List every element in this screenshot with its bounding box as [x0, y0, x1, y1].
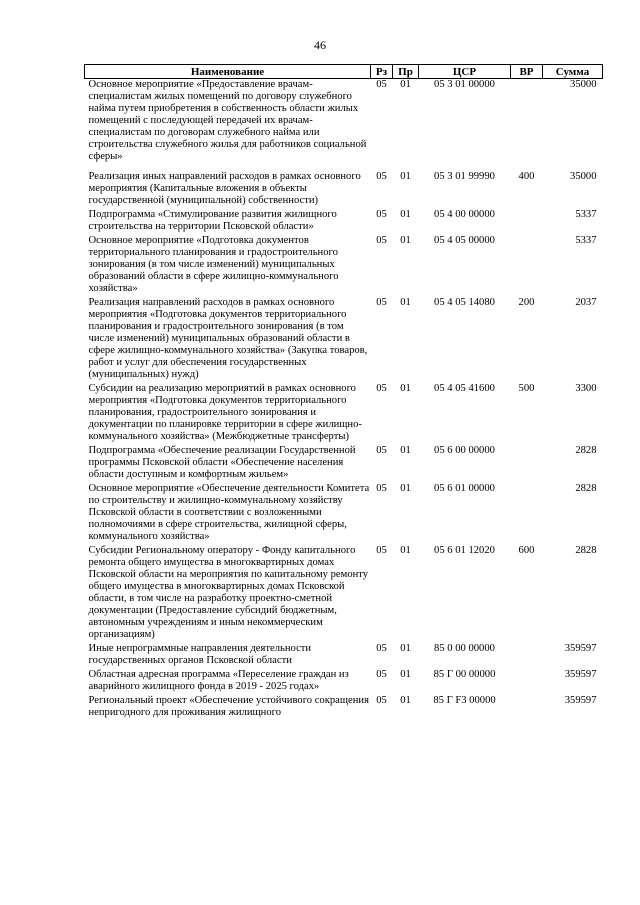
row-pr: 01 — [400, 483, 411, 494]
row-rz: 05 — [376, 235, 387, 246]
row-pr: 01 — [400, 235, 411, 246]
row-csr: 85 Г 00 00000 — [433, 669, 496, 680]
header-vr: ВР — [511, 65, 543, 79]
row-csr: 05 6 01 00000 — [434, 483, 495, 494]
row-rz: 05 — [376, 171, 387, 182]
row-pr: 01 — [400, 383, 411, 394]
row-name: Основное мероприятие «Обеспечение деятельности Комитета по строительству и жилищно-коммунальному хозяйству Псковской области в соответствии с возложенными полномочиями в сфере строительства, жилищной сферы, коммунального хозяйства» — [88, 483, 370, 542]
row-name: Иные непрограммные направления деятельности государственных органов Псковской области — [88, 643, 312, 666]
row-rz: 05 — [376, 545, 387, 556]
row-name: Региональный проект «Обеспечение устойчивого сокращения непригодного для проживания жилищного — [88, 695, 369, 718]
row-rz: 05 — [376, 669, 387, 680]
row-vr — [511, 669, 543, 695]
table-row — [85, 483, 603, 545]
table-header-row — [85, 65, 603, 79]
row-pr: 01 — [400, 445, 411, 456]
row-csr: 05 4 05 00000 — [434, 235, 495, 246]
row-vr — [511, 695, 543, 721]
row-name: Реализация иных направлений расходов в рамках основного мероприятия (Капитальные вложения в объекты государственной (муниципальной) собственности) — [88, 171, 361, 206]
row-csr: 05 6 01 12020 — [434, 545, 495, 556]
row-name: Областная адресная программа «Переселение граждан из аварийного жилищного фонда в 2019 - 2025 годах» — [88, 669, 349, 692]
row-name: Основное мероприятие «Подготовка документов территориального планирования и градостроительного зонирования (в том числе изменений) муниципальных образований области в сфере жилищно-коммунального хозяйства» — [88, 235, 339, 294]
table-row — [85, 445, 603, 483]
row-sum: 359597 — [564, 643, 597, 654]
row-rz: 05 — [376, 445, 387, 456]
row-pr: 01 — [400, 79, 411, 90]
row-pr: 01 — [400, 695, 411, 706]
row-vr — [511, 235, 543, 297]
table-row — [85, 643, 603, 669]
header-sum: Сумма — [543, 65, 603, 79]
row-rz: 05 — [376, 643, 387, 654]
row-pr: 01 — [400, 545, 411, 556]
row-csr: 05 4 05 14080 — [434, 297, 495, 308]
row-csr: 05 6 00 00000 — [434, 445, 495, 456]
row-vr — [511, 209, 543, 235]
row-sum: 2828 — [575, 445, 597, 456]
row-csr: 05 4 00 00000 — [434, 209, 495, 220]
row-pr: 01 — [400, 171, 411, 182]
row-vr — [511, 79, 543, 166]
table-row — [85, 209, 603, 235]
row-csr: 85 Г F3 00000 — [433, 695, 496, 706]
row-rz: 05 — [376, 483, 387, 494]
row-sum: 35000 — [570, 171, 597, 182]
row-rz: 05 — [376, 695, 387, 706]
row-rz: 05 — [376, 209, 387, 220]
row-vr: 500 — [518, 383, 535, 394]
header-pr: Пр — [393, 65, 419, 79]
row-rz: 05 — [376, 297, 387, 308]
header-rz: Рз — [371, 65, 393, 79]
row-sum: 2828 — [575, 483, 597, 494]
row-csr: 05 4 05 41600 — [434, 383, 495, 394]
table-row — [85, 695, 603, 721]
row-sum: 3300 — [575, 383, 597, 394]
header-name: Наименование — [85, 65, 371, 79]
budget-table — [84, 64, 603, 721]
table-row — [85, 383, 603, 445]
header-csr: ЦСР — [419, 65, 511, 79]
table-row — [85, 79, 603, 166]
row-rz: 05 — [376, 79, 387, 90]
row-csr: 05 3 01 00000 — [434, 79, 495, 90]
row-sum: 5337 — [575, 209, 597, 220]
row-pr: 01 — [400, 297, 411, 308]
table-row — [85, 669, 603, 695]
row-name: Подпрограмма «Обеспечение реализации Государственной программы Псковской области «Обеспечение населения области доступным и комфортным жильем» — [88, 445, 356, 480]
row-pr: 01 — [400, 643, 411, 654]
table-row — [85, 165, 603, 209]
row-name: Субсидии Региональному оператору - Фонду капитального ремонта общего имущества в многоквартирных домах Псковской области на мероприятия по капитальному ремонту общего имущества в многоквартирных домах Псковской области, в том числе на разработку проектно-сметной документации (Предоставление субсидий бюджетным, автономным учреждениям и иным некоммерческим организациям) — [88, 545, 369, 640]
row-name: Подпрограмма «Стимулирование развития жилищного строительства на территории Псковской области» — [88, 209, 337, 232]
table-row — [85, 545, 603, 643]
row-vr — [511, 643, 543, 669]
row-name: Реализация направлений расходов в рамках основного мероприятия «Подготовка документов территориального планирования и градостроительного зонирования (в том числе изменений) муниципальных образований области в сфере жилищно-коммунального хозяйства» (Закупка товаров, работ и услуг для обеспечения государственных (муниципальных) нужд) — [88, 297, 368, 380]
row-vr: 400 — [518, 171, 535, 182]
row-name: Основное мероприятие «Предоставление врачам-специалистам жилых помещений по договору служебного найма путем приобретения в собственность области жилых помещений с последующей передачей их врачам-специалистам по договорам служебного найма или строительства служебного жилья для работников социальной сферы» — [88, 79, 367, 162]
table-row — [85, 297, 603, 383]
row-csr: 85 0 00 00000 — [434, 643, 495, 654]
table-row — [85, 235, 603, 297]
row-vr — [511, 445, 543, 483]
row-sum: 359597 — [564, 669, 597, 680]
row-csr: 05 3 01 99990 — [434, 171, 495, 182]
row-sum: 35000 — [570, 79, 597, 90]
row-pr: 01 — [400, 209, 411, 220]
row-vr — [511, 483, 543, 545]
row-pr: 01 — [400, 669, 411, 680]
row-rz: 05 — [376, 383, 387, 394]
row-name: Субсидии на реализацию мероприятий в рамках основного мероприятия «Подготовка документов территориального планирования, градостроительного зонирования и документации по планировке территории в сфере жилищно-коммунального хозяйства» (Межбюджетные трансферты) — [88, 383, 362, 442]
row-vr: 200 — [518, 297, 535, 308]
row-vr: 600 — [518, 545, 535, 556]
row-sum: 5337 — [575, 235, 597, 246]
row-sum: 2828 — [575, 545, 597, 556]
page-number: 46 — [314, 38, 326, 52]
row-sum: 2037 — [575, 297, 597, 308]
row-sum: 359597 — [564, 695, 597, 706]
